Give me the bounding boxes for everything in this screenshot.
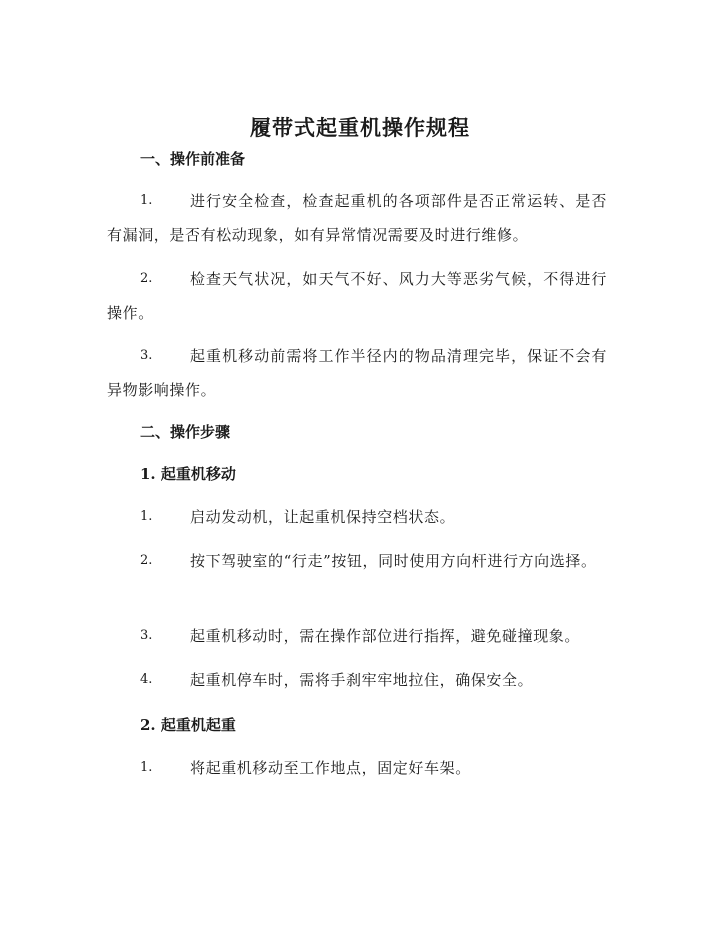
item-number: 1.: [140, 193, 153, 208]
list-item: [107, 663, 607, 697]
list-item: [107, 544, 607, 578]
item-text: 启动发动机，让起重机保持空档状态。: [190, 508, 456, 526]
list-item: [107, 262, 607, 330]
list-item: [107, 619, 607, 653]
section-heading-steps: 二、操作步骤: [140, 423, 231, 441]
item-text: 起重机移动前需将工作半径内的物品清理完毕，保证不会有异物影响操作。: [107, 347, 607, 399]
list-item: [107, 184, 607, 252]
item-number: 1.: [140, 760, 153, 775]
list-item: [107, 500, 607, 534]
item-number: 2.: [140, 553, 153, 568]
item-text: 进行安全检查，检查起重机的各项部件是否正常运转、是否有漏洞，是否有松动现象，如有异常情况需要及时进行维修。: [107, 192, 607, 244]
item-number: 3.: [140, 348, 153, 363]
subsection-heading-crane-moving: 1. 起重机移动: [140, 465, 236, 483]
section-heading-preparation: 一、操作前准备: [140, 150, 246, 168]
document-title: 履带式起重机操作规程: [250, 115, 470, 140]
item-number: 1.: [140, 509, 153, 524]
item-text: 按下驾驶室的“行走”按钮，同时使用方向杆进行方向选择。: [190, 552, 597, 570]
item-text: 起重机停车时，需将手刹牢牢地拉住，确保安全。: [190, 671, 534, 689]
list-item: [107, 751, 607, 785]
item-text: 将起重机移动至工作地点，固定好车架。: [190, 759, 471, 777]
list-item: [107, 339, 607, 407]
item-text: 检查天气状况，如天气不好、风力大等恶劣气候，不得进行操作。: [107, 270, 607, 322]
item-number: 4.: [140, 672, 153, 687]
subsection-heading-crane-lifting: 2. 起重机起重: [140, 716, 236, 734]
item-text: 起重机移动时，需在操作部位进行指挥，避免碰撞现象。: [190, 627, 581, 645]
item-number: 2.: [140, 271, 153, 286]
item-number: 3.: [140, 628, 153, 643]
